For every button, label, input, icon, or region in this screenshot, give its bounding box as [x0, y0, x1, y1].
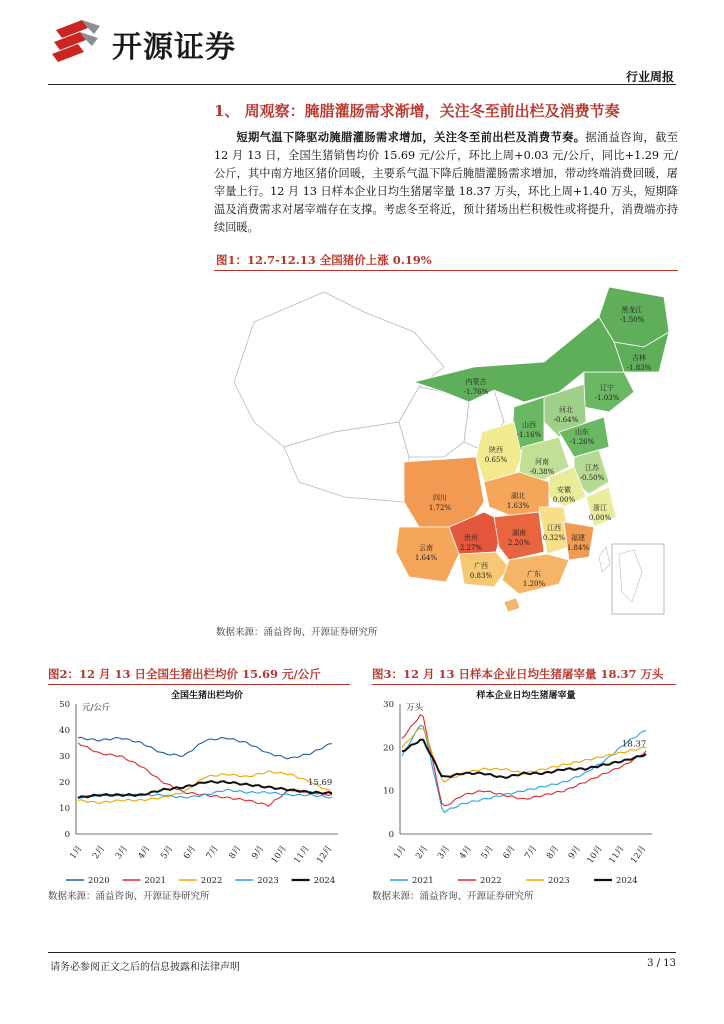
province-value: -1.83%: [626, 364, 652, 372]
paragraph-lead: 短期气温下降驱动腌腊灌肠需求增加，关注冬至前出栏及消费节奏。: [236, 130, 586, 144]
legend-label: 2020: [88, 876, 110, 884]
hainan-shape: [504, 598, 520, 612]
province-name: 陕西: [489, 446, 503, 454]
figure2-chart: [44, 686, 354, 884]
figure1-rule: [214, 270, 678, 271]
x-tick-label: 10月: [269, 843, 290, 866]
province-name: 四川: [433, 494, 447, 502]
province-name: 浙江: [593, 504, 607, 512]
figure1-map: [214, 272, 678, 620]
province-name: 江苏: [585, 464, 599, 472]
figure2-title: 图2：12 月 13 日全国生猪出栏均价 15.69 元/公斤: [48, 667, 321, 681]
province-name: 广西: [474, 562, 488, 570]
province-value: 1.64%: [414, 554, 438, 562]
province-value: -1.16%: [516, 431, 542, 439]
taiwan-shape: [599, 547, 610, 572]
china-price-map: [214, 272, 678, 620]
province-name: 辽宁: [600, 384, 614, 392]
y-tick-label: 40: [59, 726, 70, 736]
province-name: 湖南: [512, 529, 526, 537]
series-line-2023: [402, 728, 646, 782]
province-name: 安徽: [557, 486, 571, 494]
province-value: 0.00%: [588, 514, 612, 522]
y-tick-label: 0: [64, 830, 70, 840]
legend-label: 2022: [200, 876, 223, 884]
x-tick-label: 10月: [585, 843, 605, 866]
report-type-label: 行业周报: [625, 70, 674, 84]
province-value: 1.63%: [506, 502, 530, 510]
price-line-chart: [44, 686, 354, 884]
province-value: -0.38%: [529, 468, 555, 476]
footer-disclaimer: 请务必参阅正文之后的信息披露和法律声明: [50, 962, 240, 973]
legend-label: 2023: [257, 876, 279, 884]
series-line-2022: [402, 715, 646, 806]
x-tick-label: 5月: [159, 843, 176, 862]
last-value-annotation: 15.69: [308, 778, 333, 789]
province-value: -1.50%: [619, 316, 645, 324]
body-paragraph: [214, 128, 678, 237]
province-name: 贵州: [464, 534, 478, 542]
y-tick-label: 20: [59, 778, 70, 788]
x-tick-label: 11月: [607, 843, 627, 866]
x-tick-label: 9月: [566, 843, 584, 862]
legend-label: 2024: [616, 876, 638, 884]
south-sea-inset: [612, 544, 664, 614]
figure3-source: 数据来源：涌益咨询、开源证券研究所: [372, 891, 534, 902]
province-name: 河南: [535, 458, 549, 466]
x-tick-label: 12月: [315, 843, 335, 866]
last-value-annotation: 18.37: [622, 739, 647, 750]
x-tick-label: 7月: [204, 843, 221, 862]
header-divider: [48, 84, 676, 85]
figure3-chart: [368, 686, 678, 884]
x-tick-label: 8月: [545, 843, 562, 862]
paragraph-body: 据涌益咨询，截至 12 月 13 日，全国生猪销售均价 15.69 元/公斤，环比上周+0.03 元/公斤，同比+1.29 元/公斤，其中南方地区猪价回暖，主要系气温下降后腌腊灌肠需求增加，带动终端消费回暖，屠宰量上行。12 月 13 日样本企业日均生猪屠宰量 18.37 万头，环比上周+1.40 万头，短期降温及消费需求对屠宰端存在支撑。考虑冬至将近，预计猪场出栏积极性或将提升，消费端亦持续回暖。: [214, 131, 678, 234]
y-tick-label: 10: [59, 804, 70, 814]
x-tick-label: 9月: [250, 843, 267, 862]
y-axis-label: 元/公斤: [82, 703, 111, 713]
x-tick-label: 4月: [457, 843, 474, 862]
province-value: -0.64%: [553, 416, 579, 424]
x-tick-label: 4月: [136, 843, 153, 862]
province-value: 0.32%: [542, 534, 566, 542]
y-tick-label: 50: [59, 700, 70, 710]
logo-mark-icon: [48, 18, 108, 62]
legend-label: 2024: [313, 876, 336, 884]
province-value: 0.00%: [552, 496, 576, 504]
province-value: 0.83%: [469, 572, 493, 580]
x-tick-label: 2月: [91, 843, 108, 862]
legend-label: 2021: [144, 876, 167, 884]
province-name: 黑龙江: [621, 306, 643, 314]
y-axis-label: 万头: [406, 703, 424, 713]
province-name: 山东: [575, 428, 589, 436]
y-tick-label: 20: [383, 743, 394, 754]
x-tick-label: 6月: [181, 843, 199, 862]
province-name: 内蒙古: [465, 378, 487, 386]
province-value: 1.84%: [566, 544, 590, 552]
section-title: 1、 周观察：腌腊灌肠需求渐增，关注冬至前出栏及消费节奏: [214, 102, 620, 120]
province-value: -1.03%: [594, 394, 620, 402]
figure1-source: 数据来源：涌益咨询、开源证券研究所: [216, 627, 378, 638]
company-name: 开源证券: [112, 30, 236, 65]
province-value: 1.72%: [428, 504, 452, 512]
x-tick-label: 11月: [292, 843, 312, 866]
figure2-source: 数据来源：涌益咨询、开源证券研究所: [48, 891, 210, 902]
x-tick-label: 2月: [414, 843, 431, 862]
x-tick-label: 1月: [392, 843, 409, 862]
province-2: [584, 372, 634, 412]
province-value: 2.20%: [507, 539, 531, 547]
province-name: 山西: [522, 421, 536, 429]
figure1-title: 图1：12.7-12.13 全国猪价上涨 0.19%: [216, 253, 432, 267]
province-value: 0.65%: [484, 456, 508, 464]
province-name: 广东: [527, 570, 541, 578]
province-name: 云南: [419, 544, 433, 552]
x-tick-label: 6月: [501, 843, 518, 862]
x-tick-label: 7月: [523, 843, 540, 862]
figure2-rule: [48, 684, 350, 685]
province-value: -1.26%: [569, 438, 595, 446]
province-name: 湖北: [511, 492, 525, 500]
slaughter-line-chart: [368, 686, 678, 884]
page-number: 3 / 13: [647, 958, 676, 969]
x-tick-label: 3月: [435, 843, 453, 862]
series-line-2022: [78, 771, 332, 804]
chart-title: 样本企业日均生猪屠宰量: [476, 691, 576, 701]
x-tick-label: 8月: [227, 843, 244, 862]
legend-label: 2022: [480, 876, 502, 884]
series-line-2020: [78, 737, 332, 759]
footer-divider: [48, 952, 676, 953]
x-tick-label: 12月: [629, 843, 649, 866]
province-name: 吉林: [632, 354, 646, 362]
legend-label: 2021: [412, 876, 434, 884]
x-tick-label: 3月: [113, 843, 130, 862]
province-name: 福建: [571, 534, 585, 542]
x-tick-label: 1月: [68, 843, 85, 862]
province-value: -1.76%: [463, 388, 489, 396]
chart-title: 全国生猪出栏均价: [170, 691, 244, 701]
province-value: -0.50%: [579, 474, 605, 482]
province-value: 2.27%: [459, 544, 483, 552]
figure3-rule: [372, 684, 676, 685]
province-name: 江西: [547, 524, 561, 532]
y-tick-label: 0: [388, 830, 394, 840]
legend-label: 2023: [548, 876, 570, 884]
y-tick-label: 10: [383, 786, 394, 797]
province-value: 1.20%: [522, 580, 546, 588]
y-tick-label: 30: [383, 700, 394, 710]
figure3-title: 图3：12 月 13 日样本企业日均生猪屠宰量 18.37 万头: [372, 667, 664, 681]
province-name: 河北: [559, 406, 573, 414]
x-tick-label: 5月: [479, 843, 496, 862]
y-tick-label: 30: [59, 752, 70, 762]
